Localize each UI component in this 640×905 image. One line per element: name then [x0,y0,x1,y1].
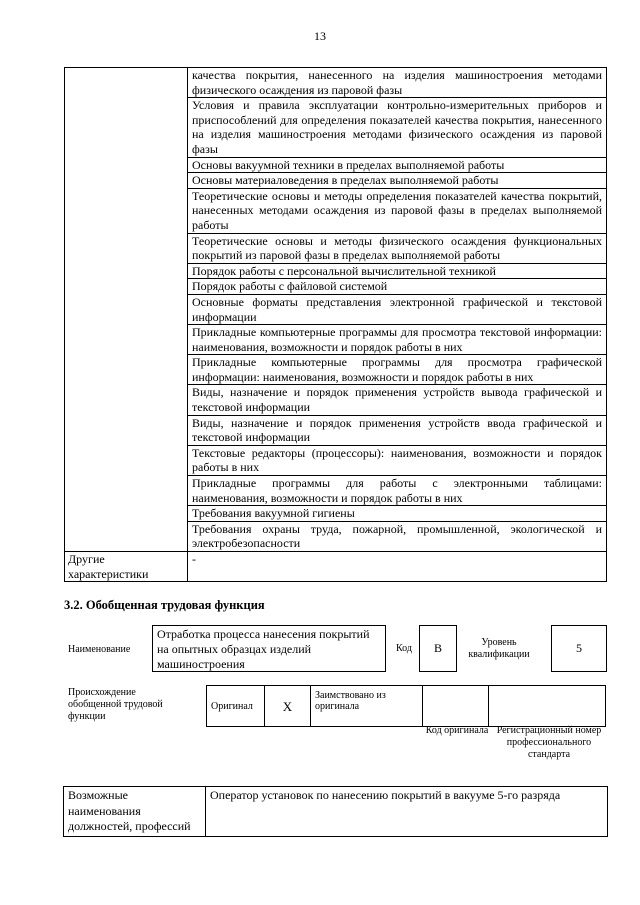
original-label: Оригинал [207,686,265,727]
origin-table [206,685,606,727]
name-label: Наименование [68,644,131,655]
code-label: Код [396,643,412,654]
jobs-table [63,786,608,837]
knowledge-item: Требования вакуумной гигиены [188,506,607,522]
code-value: B [419,625,457,672]
other-characteristics-value: - [188,552,607,582]
knowledge-item: Основные форматы представления электронной графической и текстовой информации [188,294,607,324]
table-row [65,68,607,98]
knowledge-item: Порядок работы с персональной вычислительной техникой [188,263,607,279]
knowledge-item: Текстовые редакторы (процессоры): наименования, возможности и порядок работы в них [188,445,607,475]
knowledge-item: Теоретические основы и методы физического осаждения функциональных покрытий из паровой фазы в пределах выполняемой работы [188,233,607,263]
table-row [65,552,607,582]
knowledge-item: Условия и правила эксплуатации контрольно-измерительных приборов и приспособлений для определения показателей качества покрытия, нанесенного на изделия машиностроения методами физического осаждения из паровой фазы [188,98,607,157]
knowledge-item: Прикладные программы для работы с электронными таблицами: наименования, возможности и порядок работы в них [188,476,607,506]
level-label: Уровень квалификации [468,637,530,660]
borrowed-label: Заимствовано из оригинала [311,686,423,727]
jobs-label: Возможные наименования должностей, профессий [64,787,206,837]
knowledge-item: Виды, назначение и порядок применения устройств ввода графической и текстовой информации [188,415,607,445]
knowledge-item: Прикладные компьютерные программы для просмотра текстовой информации: наименования, возможности и порядок работы в них [188,325,607,355]
reg-number-label: Регистрационный номер профессионального стандарта [496,725,602,760]
section-title: 3.2. Обобщенная трудовая функция [64,598,265,612]
empty-label-cell [65,68,188,552]
knowledge-item: Теоретические основы и методы определения показателей качества покрытий, нанесенных методами осаждения из паровой фазы в пределах выполняемой работы [188,188,607,233]
name-value: Отработка процесса нанесения покрытий на опытных образцах изделий машиностроения [152,625,386,672]
knowledge-item: Основы материаловедения в пределах выполняемой работы [188,173,607,189]
original-mark: X [265,686,311,727]
table-row [207,686,606,727]
knowledge-item: Прикладные компьютерные программы для просмотра графической информации: наименования, возможности и порядок работы в них [188,355,607,385]
code-original-label: Код оригинала [425,725,489,736]
knowledge-item: Виды, назначение и порядок применения устройств вывода графической и текстовой информации [188,385,607,415]
level-value: 5 [551,625,607,672]
code-original-cell [423,686,489,727]
knowledge-item: Требования охраны труда, пожарной, промышленной, экологической и электробезопасности [188,521,607,551]
knowledge-item: Основы вакуумной техники в пределах выполняемой работы [188,157,607,173]
other-characteristics-label: Другие характеристики [65,552,188,582]
table-row [64,787,608,837]
reg-number-cell [489,686,606,727]
knowledge-item: качества покрытия, нанесенного на изделия машиностроения методами физического осаждения из паровой фазы [188,68,607,98]
page-number: 13 [314,29,326,43]
jobs-value: Оператор установок по нанесению покрытий в вакууме 5-го разряда [206,787,608,837]
knowledge-item: Порядок работы с файловой системой [188,279,607,295]
knowledge-table [64,67,607,582]
origin-label: Происхождение обобщенной трудовой функции [68,687,163,722]
